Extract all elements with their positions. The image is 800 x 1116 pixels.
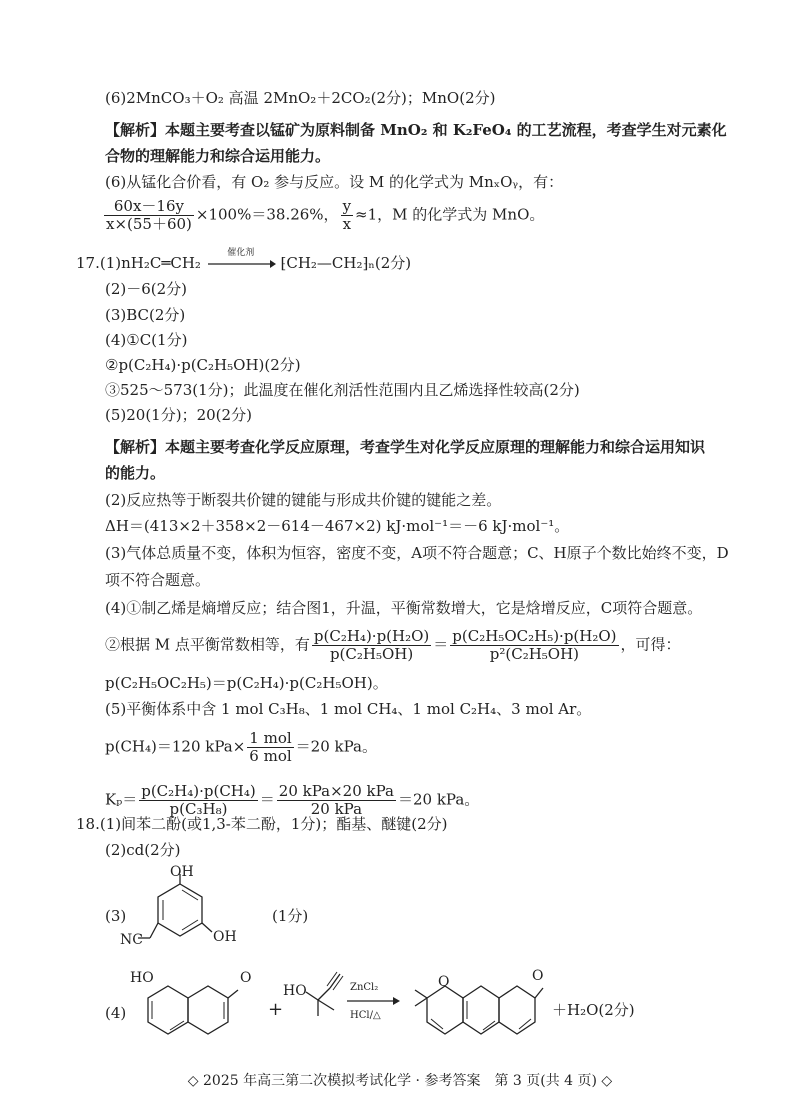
fraction-numerator: 1 mol — [249, 729, 292, 747]
reagent-bottom: HCl/△ — [350, 1010, 381, 1021]
q17-item5: (5)20(1分)；20(2分) — [105, 406, 252, 424]
fraction-numerator: p(C₂H₄)·p(H₂O) — [313, 627, 430, 645]
fraction — [139, 783, 258, 818]
analysis-label: 【解析】 — [105, 438, 166, 456]
fraction — [341, 198, 353, 233]
analysis-label: 【解析】 — [105, 121, 166, 139]
analysis-text: 本题主要考查以锰矿为原料制备 MnO₂ 和 K₂FeO₄ 的工艺流程，考查学生对元素化 — [165, 121, 727, 139]
fraction-denominator: x×(55＋60) — [106, 215, 192, 233]
q16-p6-formula — [102, 198, 544, 233]
oh-label-top: OH — [170, 864, 194, 880]
q18-item4-label: (4) — [105, 1004, 127, 1022]
o-label-1: O — [240, 970, 252, 986]
q17-item2: (2)－6(2分) — [105, 280, 188, 298]
fraction — [450, 628, 618, 663]
q17-item4-3: ③525～573(1分)；此温度在催化剂活性范围内且乙烯选择性较高(2分) — [105, 381, 580, 399]
formula-text: ，可得： — [620, 635, 681, 654]
q17-a4-line1: (4)①制乙烯是熵增反应；结合图1，升温，平衡常数增大，它是焓增反应，C项符合题意。 — [105, 599, 703, 617]
analysis-text: 本题主要考查化学反应原理，考查学生对化学反应原理的理解能力和综合运用知识 — [165, 438, 706, 456]
fraction-numerator: 20 kPa×20 kPa — [278, 782, 394, 800]
arrow-icon — [345, 996, 400, 1006]
formula-text: ≈1，M 的化学式为 MnO。 — [355, 205, 545, 224]
nc-label: NC — [120, 932, 143, 948]
q17-item4-2: ②p(C₂H₄)·p(C₂H₅OH)(2分) — [105, 356, 301, 374]
formula-text: p(CH₄)＝120 kPa× — [105, 737, 246, 756]
fraction-denominator: x — [342, 215, 352, 233]
q18-item1: 18.(1)间苯二酚(或1,3-苯二酚，1分)；酯基、醚键(2分) — [76, 815, 448, 833]
ho-label-1: HO — [130, 970, 154, 986]
fraction-denominator: p²(C₂H₅OH) — [489, 645, 580, 663]
fraction — [312, 628, 431, 663]
o-label-product-2: O — [532, 968, 544, 984]
q18-item3-score: (1分) — [272, 907, 309, 925]
q17-a4-line3: p(C₂H₅OC₂H₅)＝p(C₂H₄)·p(C₂H₅OH)。 — [105, 674, 388, 692]
q17-a4-line2: ②根据 M 点平衡常数相等，有 $\frac{\text{p(C₂H₄)·p(H₂O)}}{\text{p(C₂H₅OH)}}$ ＝ $\frac{\text{p(C₂H₅OC₂H₅)·p(H₂O)}}{\text{p²(C₂H₅OH)}}$ ，可得： — [105, 627, 681, 663]
fraction-numerator: p(C₂H₄)·p(CH₄) — [141, 782, 256, 800]
formula-text: ＝20 kPa。 — [295, 737, 377, 756]
fraction-denominator: 6 mol — [249, 747, 292, 765]
q17-item3: (3)BC(2分) — [105, 306, 186, 324]
reactant: 17.(1)nH₂C═CH₂ — [76, 254, 201, 272]
catalyst-label: 催化剂 — [227, 248, 255, 258]
q17-a2-line2: ΔH＝(413×2＋358×2－614－467×2) kJ·mol⁻¹＝－6 kJ·mol⁻¹。 — [105, 517, 570, 535]
fraction-denominator: p(C₂H₅OH) — [329, 645, 414, 663]
q16-p6-line1: (6)从锰化合价看，有 O₂ 参与反应。设 M 的化学式为 MnₓOᵧ，有： — [105, 173, 564, 191]
fraction-numerator: 60x－16y — [104, 198, 194, 216]
fraction-numerator: p(C₂H₅OC₂H₅)·p(H₂O) — [452, 627, 617, 645]
q17-analysis-line2: 的能力。 — [105, 464, 166, 482]
ho-label-2: HO — [283, 983, 307, 999]
q17-a2-line1: (2)反应热等于断裂共价键的键能与形成共价键的键能之差。 — [105, 491, 502, 509]
q16-analysis-line1 — [105, 120, 727, 140]
reaction-arrow — [206, 248, 276, 273]
q17-analysis-line1 — [105, 437, 705, 457]
product-structure — [405, 972, 545, 1042]
fraction — [104, 198, 194, 233]
q17-a5-line1: (5)平衡体系中含 1 mol C₃H₈、1 mol CH₄、1 mol C₂H₄、3 mol Ar。 — [105, 700, 592, 718]
fraction-numerator: y — [342, 197, 352, 215]
oh-label-right: OH — [213, 929, 237, 945]
q17-a3-line1: (3)气体总质量不变，体积为恒容，密度不变，A项不符合题意；C、H原子个数比始终不变，D — [105, 544, 729, 562]
formula-text: Kₚ＝ — [105, 790, 138, 809]
reagent-top: ZnCl₂ — [350, 982, 379, 993]
q18-item3-label: (3) — [105, 907, 127, 925]
fraction-denominator: 20 kPa — [310, 800, 363, 818]
fraction — [277, 783, 396, 818]
formula-text: ×100%＝38.26%， — [195, 205, 339, 224]
q18-item2: (2)cd(2分) — [105, 841, 181, 859]
q16-item6: (6)2MnCO₃＋O₂ 高温 2MnO₂＋2CO₂(2分)；MnO(2分) — [105, 89, 496, 107]
q17-a3-line2: 项不符合题意。 — [105, 571, 211, 589]
fraction-denominator: p(C₃H₈) — [169, 800, 228, 818]
product: ⁅CH₂—CH₂⁆ₙ(2分) — [280, 254, 412, 272]
plus-sign: + — [268, 999, 284, 1020]
q16-analysis-line2: 合物的理解能力和综合运用能力。 — [105, 147, 331, 165]
fraction — [247, 730, 293, 765]
page-footer: ◇ 2025 年高三第二次模拟考试化学 · 参考答案 第 3 页(共 4 页) ◇ — [187, 1073, 613, 1089]
formula-text: ②根据 M 点平衡常数相等，有 — [105, 635, 310, 654]
q17-item1 — [76, 248, 412, 273]
q18-item4-tail: ＋H₂O(2分) — [552, 1001, 635, 1019]
alkynol-structure — [300, 968, 350, 1028]
q17-a5-kp: Kₚ＝ $\frac{\text{p(C₂H₄)·p(CH₄)}}{\text{p(C₃H₈)}}$ ＝ $\frac{\text{20 kPa×20 kPa}}{\text{20 kPa}}$ ＝20 kPa。 — [105, 782, 480, 818]
q17-item4-1: (4)①C(1分) — [105, 331, 188, 349]
formula-text: ＝20 kPa。 — [397, 790, 480, 809]
o-label-product-1: O — [438, 974, 450, 990]
q17-a5-line2 — [105, 730, 377, 765]
